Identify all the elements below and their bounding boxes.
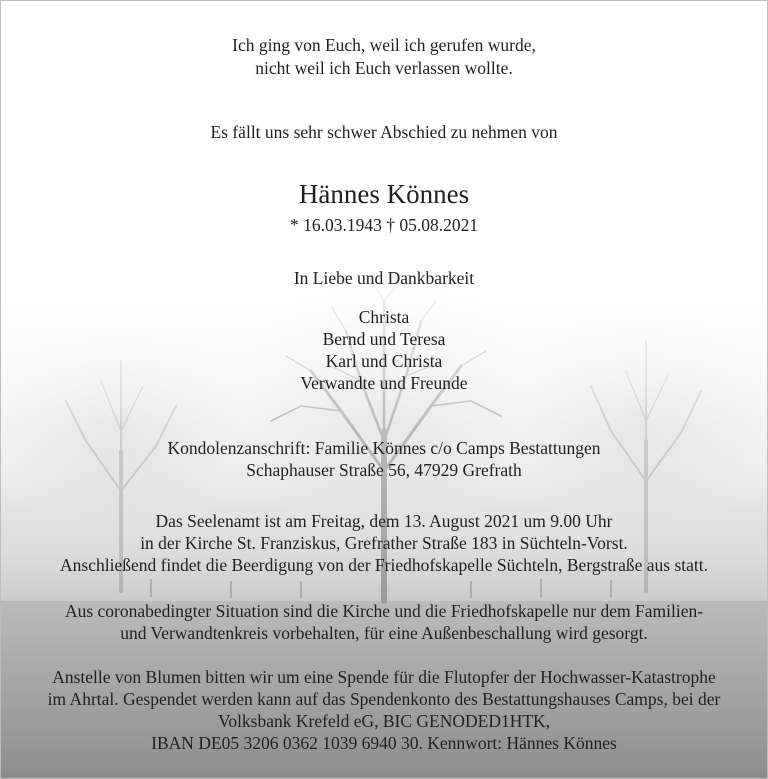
donation-line-3: Volksbank Krefeld eG, BIC GENODED1HTK, (217, 711, 551, 731)
donation-line-1: Anstelle von Blumen bitten wir um eine Spende für die Flutopfer der Hochwasser-Katastrophe (52, 667, 716, 687)
corona-notice-line-2: und Verwandtenkreis vorbehalten, für eine Außenbeschallung wird gesorgt. (120, 623, 648, 643)
mourner-name: Bernd und Teresa (322, 329, 446, 349)
mourner-name: Christa (358, 307, 410, 327)
donation-line-4: IBAN DE05 3206 0362 1039 6940 30. Kennwort: Hännes Könnes (151, 733, 617, 753)
mourner-name: Verwandte und Freunde (300, 373, 468, 393)
condolence-address-line-2: Schaphauser Straße 56, 47929 Grefrath (246, 460, 522, 480)
mourner-name: Karl und Christa (325, 351, 443, 371)
poem-line-1: Ich ging von Euch, weil ich gerufen wurde, (232, 35, 536, 55)
service-line-2: in der Kirche St. Franziskus, Grefrather Straße 183 in Süchteln-Vorst. (140, 533, 628, 553)
poem-line-2: nicht weil ich Euch verlassen wollte. (255, 58, 513, 78)
farewell-text: In Liebe und Dankbarkeit (293, 268, 475, 288)
deceased-name: Hännes Könnes (298, 179, 470, 209)
donation-line-2: im Ahrtal. Gespendet werden kann auf das Spendenkonto des Bestattungshauses Camps, bei der (47, 689, 721, 709)
intro-text: Es fällt uns sehr schwer Abschied zu nehmen von (210, 122, 558, 142)
service-line-3: Anschließend findet die Beerdigung von der Friedhofskapelle Süchteln, Bergstraße aus statt. (60, 555, 708, 575)
life-dates: * 16.03.1943 † 05.08.2021 (289, 215, 479, 235)
corona-notice-line-1: Aus coronabedingter Situation sind die Kirche und die Friedhofskapelle nur dem Familien- (64, 601, 704, 621)
condolence-address-line-1: Kondolenzanschrift: Familie Könnes c/o Camps Bestattungen (167, 438, 601, 458)
service-line-1: Das Seelenamt ist am Freitag, dem 13. August 2021 um 9.00 Uhr (155, 511, 613, 531)
